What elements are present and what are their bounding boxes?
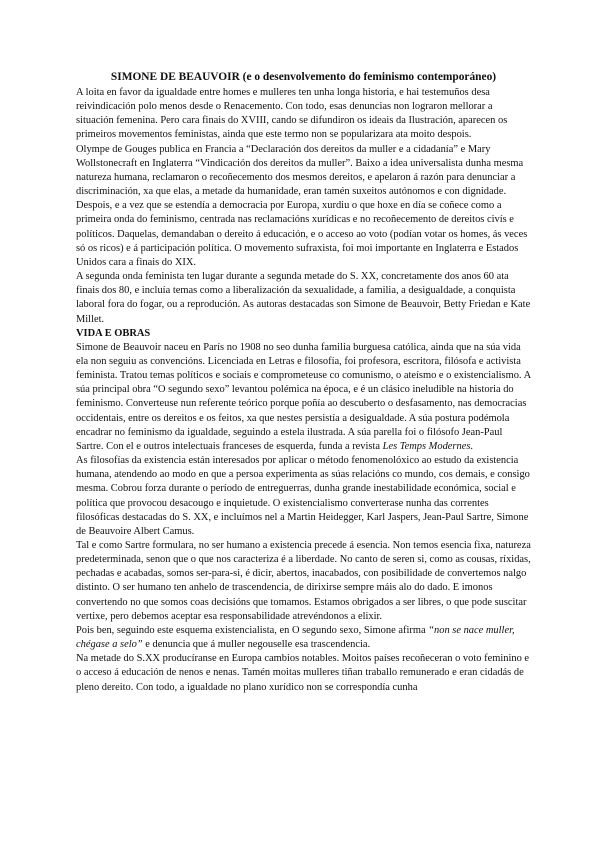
life-paragraph-5: Na metade do S.XX producíranse en Europa cambios notables. Moitos países recoñeceran o voto feminino e o acceso á educación de nenos e nenas. Tamén moitas mulleres tiñan traballo remunerado e eran cidadás de pleno dereito. Con todo, a igualdade no plano xurídico non se correspondía cunha [76,653,530,693]
life-paragraph-1-text: Simone de Beauvoir naceu en París no 1908 no seo dunha familia burguesa católica, ainda que na súa vida ela non seguiu as convencións. Licenciada en Letras e filosofía, foi profesora, escritora, filósofa e activista feminista. Tratou temas políticos e sociais e comprometeuse co comunismo, o ateísmo e o existencialismo. A súa principal obra “O segundo sexo” levantou polémica na época, e é un clásico ineludible na historia do feminismo. Converteuse nun referente teórico porque poñía ao descuberto o desfasamento, nas democracias occidentais, entre os dereitos e os feitos, xa que nestes persistía a desigualdade. A súa postura podémola encadrar no feminismo da igualdade, seguindo a estela ilustrada. A súa parella foi o filósofo Jean-Paul Sartre. Con el e outros intelectuais franceses de esquerda, funda a revista [76,341,531,452]
life-paragraph-4-end: e denuncia que á muller negouselle esa trascendencia. [142,639,371,651]
intro-paragraph-4: A segunda onda feminista ten lugar durante a segunda metade do S. XX, concretamente dos anos 60 ata finais dos 80, e incluía temas como a liberalización da sexualidade, a familia, a desigualdade, a conquista laboral fora do fogar, ou a reprodución. As autoras destacadas son Simone de Beauvoir, Betty Friedan e Kate Millet. [76,271,531,325]
life-paragraph-4-text: Pois ben, seguindo este esquema existencialista, en O segundo sexo, Simone afirma [76,624,429,636]
beauvoir-quote: “non se nace muller, chégase a selo” [76,624,515,651]
document-page [76,70,531,695]
life-paragraph-3: Tal e como Sartre formulara, no ser humano a existencia precede á esencia. Non temos esencia fixa, natureza predeterminada, senon que o que nos caracteriza é a liberdade. No canto de seren si, como as cousas, ríxidas, pechadas e acabadas, somos ser-para-si, é dicir, abertos, inacabados, con posibilidade de convertemos nalgo distinto. O ser humano ten anhelo de trascendencia, de dirixirse sempre máis alo do dado. E imonos convertendo no que somos coas decisións que tomamos. Estamos obrigados a ser libres, o que pode suscitar vertixe, pero debemos aceptar esa responsabilidade atrevéndonos a elixir. [76,540,531,622]
document-title: SIMONE DE BEAUVOIR (e o desenvolvemento do feminismo contemporáneo) [110,71,497,83]
life-paragraph-2: As filosofías da existencia están interesados por aplicar o método fenomenolóxico ao estudo da existencia humana, atendendo ao modo en que a persoa experimenta as súas relacións co mundo, cos demais, e consigo mesma. Cobrou forza durante o período de entreguerras, dunha grande inestabilidade económica, social e política que provocou desacougo e inquietude. O existencialismo converterase nunha das correntes filosóficas destacadas do S. XX, e incluímos nel a Martin Heidegger, Karl Jaspers, Jean-Paul Sartre, Simone de Beauvoire Albert Camus. [76,455,530,537]
intro-paragraph-1: A loita en favor da igualdade entre homes e mulleres ten unha longa historia, e hai testemuños desa reivindicación polo menos desde o Renacemento. Con todo, esas denuncias non lograron mellorar a situación femenina. Pero cara finais do XVIII, cando se difundiron os ideais da Ilustración, aparecen os primeiros movementos feministas, ainda que este termo non se popularizara ata moito despois. [76,87,508,141]
intro-paragraph-2: Olympe de Gouges publica en Francia a “Declaración dos dereitos da muller e a cidadanía” e Mary Wollstonecraft en Inglaterra “Vindicación dos dereitos da muller”. Baixo a idea universalista dunha mesma natureza humana, reclamaron o recoñecemento dos mesmos dereitos, e apelaron á razón para denunciar a discriminación, xa que elas, a metade da humanidade, eran tamén suxeitos autónomos e con dignidade. [76,143,524,198]
life-paragraph-1 [76,341,531,454]
life-paragraph-4 [76,624,531,652]
intro-paragraph-3: Despois, e a vez que se estendía a democracia por Europa, xurdiu o que hoxe en día se coñece como a primeira onda do feminismo, centrada nas reclamacións xurídicas e no recoñecemento de dereitos civís e políticos. Daquelas, demandaban o dereito á educación, e o acceso ao voto (podían votar os homes, ás veces só os ricos) e á participación política. O movemento sufraxista, foi moi importante en Inglaterra e Estados Unidos cara a finais do XIX. [76,200,528,268]
journal-title: Les Temps Modernes [382,440,471,452]
section-heading-vida-e-obras: VIDA E OBRAS [76,327,151,339]
life-paragraph-1-end: . [470,440,474,452]
